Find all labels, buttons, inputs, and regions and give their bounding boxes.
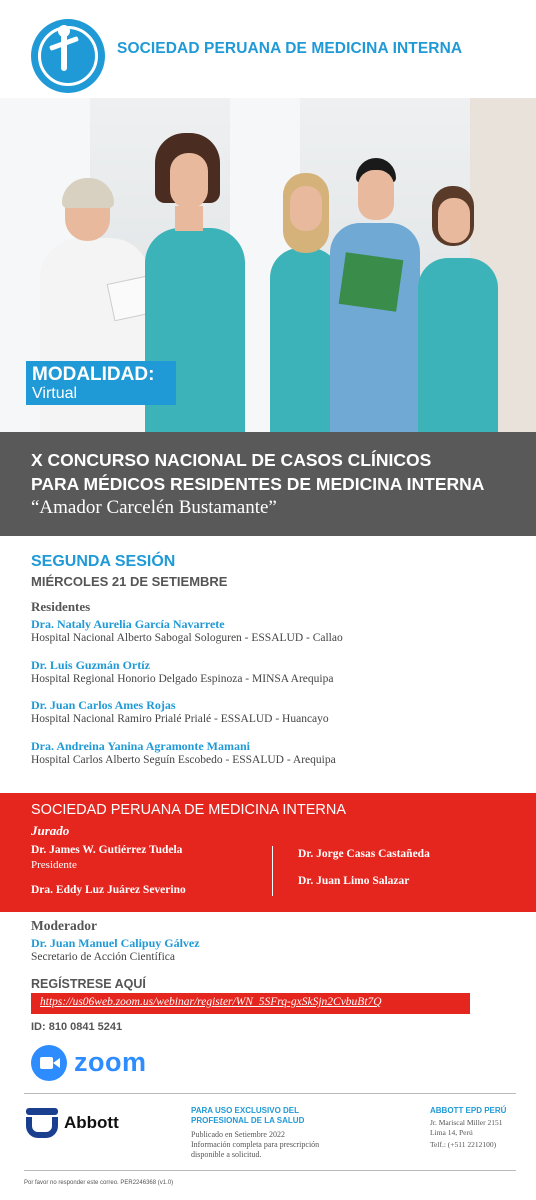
resident-name: Dra. Nataly Aurelia García Navarrete (31, 617, 225, 631)
modality-label: MODALIDAD: (32, 364, 155, 385)
jury-president-name: Dr. James W. Gutiérrez Tudela (31, 844, 183, 856)
abbott-wordmark: Abbott (64, 1113, 119, 1132)
footer-divider (24, 1170, 516, 1171)
jury-member: Dr. Jorge Casas Castañeda (298, 848, 430, 860)
jury-heading: Jurado (31, 823, 70, 838)
footer-divider (24, 1093, 516, 1094)
moderator-heading: Moderador (31, 918, 97, 933)
footer-address: Lima 14, Perú (430, 1128, 473, 1137)
footer-mid-text: disponible a solicitud. (191, 1150, 262, 1159)
session-title: SEGUNDA SESIÓN (31, 553, 176, 570)
zoom-camera-icon (31, 1045, 67, 1081)
resident-hospital: Hospital Regional Honorio Delgado Espinoza - MINSA Arequipa (31, 673, 334, 685)
abbott-logo-icon (26, 1108, 58, 1138)
event-title-line2: PARA MÉDICOS RESIDENTES DE MEDICINA INTERNA (31, 474, 485, 494)
spmi-logo-icon (31, 19, 105, 93)
footer-disclaimer: Por favor no responder este correo. PER2246368 (v1.0) (24, 1180, 174, 1186)
jury-member: Dr. Juan Limo Salazar (298, 875, 410, 887)
resident-name: Dra. Andreina Yanina Agramonte Mamani (31, 739, 251, 753)
event-title-line3: “Amador Carcelén Bustamante” (31, 497, 277, 518)
residents-heading: Residentes (31, 599, 91, 614)
footer-address: Jr. Mariscal Miller 2151 (430, 1118, 503, 1127)
modality-value: Virtual (32, 385, 78, 402)
jury-president-role: Presidente (31, 859, 77, 871)
resident-name: Dr. Luis Guzmán Ortíz (31, 658, 150, 672)
session-date: MIÉRCOLES 21 DE SETIEMBRE (31, 574, 228, 589)
footer-mid-heading: PROFESIONAL DE LA SALUD (191, 1116, 305, 1125)
footer-mid-text: Publicado en Setiembre 2022 (191, 1130, 285, 1139)
event-title-line1: X CONCURSO NACIONAL DE CASOS CLÍNICOS (31, 450, 432, 470)
register-link[interactable]: https://us06web.zoom.us/webinar/register/WN_5SFrq-gxSkSjn2CvbuBt7Q (31, 993, 470, 1014)
webinar-id: ID: 810 0841 5241 (31, 1021, 123, 1033)
footer-mid-text: Información completa para prescripción (191, 1140, 320, 1149)
org-name: SOCIEDAD PERUANA DE MEDICINA INTERNA (117, 40, 463, 57)
resident-hospital: Hospital Nacional Ramiro Prialé Prialé - ESSALUD - Huancayo (31, 713, 329, 725)
moderator-role: Secretario de Acción Científica (31, 951, 176, 963)
jury-member: Dra. Eddy Luz Juárez Severino (31, 884, 186, 896)
header (0, 0, 536, 98)
resident-hospital: Hospital Nacional Alberto Sabogal Sologuren - ESSALUD - Callao (31, 632, 343, 644)
resident-hospital: Hospital Carlos Alberto Seguín Escobedo - ESSALUD - Arequipa (31, 754, 336, 766)
moderator-name: Dr. Juan Manuel Calipuy Gálvez (31, 936, 200, 950)
jury-divider (272, 846, 273, 896)
register-heading: REGÍSTRESE AQUÍ (31, 977, 146, 991)
resident-name: Dr. Juan Carlos Ames Rojas (31, 698, 176, 712)
jury-org-title: SOCIEDAD PERUANA DE MEDICINA INTERNA (31, 802, 347, 818)
zoom-wordmark: zoom (74, 1047, 147, 1077)
footer-right-heading: ABBOTT EPD PERÚ (430, 1106, 507, 1115)
footer-phone: Telf.: (+511 2212100) (430, 1140, 497, 1149)
footer-mid-heading: PARA USO EXCLUSIVO DEL (191, 1106, 300, 1115)
